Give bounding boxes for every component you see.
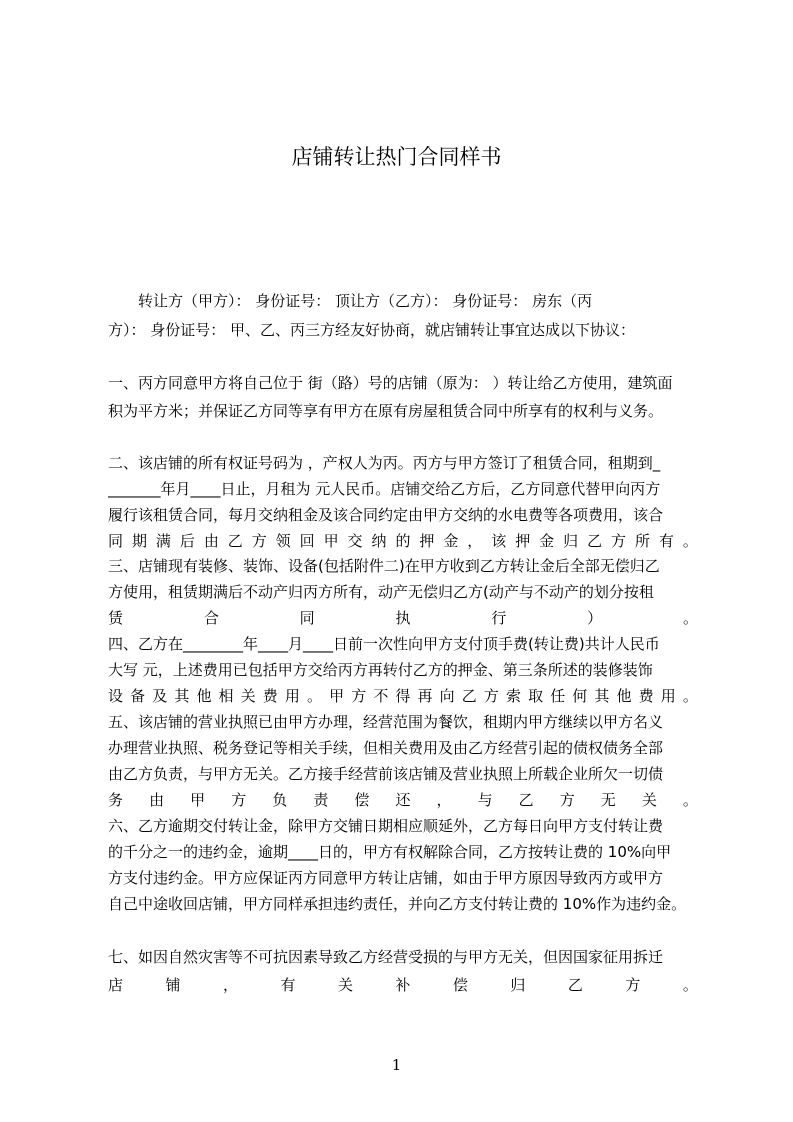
justified-char: 费 bbox=[262, 687, 278, 705]
justified-char: 由 bbox=[149, 791, 165, 809]
justified-char: 与 bbox=[477, 791, 493, 809]
clause-2-line-3: 履行该租赁合同，每月交纳租金及该合同约定由甲方交纳的水电费等各项费用，该合 bbox=[108, 506, 664, 524]
justified-char: 方 bbox=[559, 791, 575, 809]
justified-char: 。 bbox=[682, 532, 698, 550]
justified-char: 店 bbox=[108, 976, 124, 994]
clause-1-line-1: 一、丙方同意甲方将自己位于 街（路）号的店铺（原为： ）转让给乙方使用，建筑面 bbox=[108, 374, 673, 392]
intro-line-2: 方）： 身份证号： 甲、乙、丙三方经友好协商，就店铺转让事宜达成以下协议： bbox=[108, 321, 636, 339]
justified-char: 所 bbox=[634, 532, 650, 550]
justified-char: 补 bbox=[395, 976, 411, 994]
clause-3-line-1: 三、店铺现有装修、装饰、设备(包括附件二)在甲方收到乙方转让金后全部无偿归乙 bbox=[108, 557, 660, 575]
justified-char: 费 bbox=[638, 687, 654, 705]
clause-3-line-2: 方使用，租赁期满后不动产归丙方所有，动产无偿归乙方(动产与不动产的划分按租 bbox=[108, 583, 654, 601]
justified-char: 负 bbox=[272, 791, 288, 809]
clause-1-line-2: 积为平方米；并保证乙方同等享有甲方在原有房屋租赁合同中所享有的权利与义务。 bbox=[108, 402, 664, 420]
justified-char: 金 bbox=[539, 532, 555, 550]
justified-char: 方 bbox=[351, 687, 367, 705]
justified-char: 索 bbox=[505, 687, 521, 705]
clause-6-line-1: 六、乙方逾期交付转让金，除甲方交铺日期相应顺延外，乙方每日向甲方支付转让费 bbox=[108, 817, 664, 835]
justified-char: 关 bbox=[240, 687, 256, 705]
justified-char: 责 bbox=[313, 791, 329, 809]
justified-char: 关 bbox=[641, 791, 657, 809]
justified-char: 不 bbox=[373, 687, 389, 705]
justified-char: 乙 bbox=[587, 532, 603, 550]
justified-char: 金 bbox=[443, 532, 459, 550]
justified-char: 其 bbox=[594, 687, 610, 705]
clause-5-line-3: 由乙方负责，与甲方无关。乙方接手经营前该店铺及营业执照上所载企业所欠一切债 bbox=[108, 765, 664, 783]
justified-char: 纳 bbox=[371, 532, 387, 550]
justified-char: 方 bbox=[231, 791, 247, 809]
justified-char: 。 bbox=[306, 687, 322, 705]
justified-char: 执 bbox=[395, 609, 411, 627]
justified-char: 归 bbox=[563, 532, 579, 550]
justified-char: 的 bbox=[395, 532, 411, 550]
clause-5-line-1: 五、该店铺的营业执照已由甲方办理，经营范围为餐饮，租期内甲方继续以甲方名义 bbox=[108, 713, 664, 731]
clause-4-line-3 bbox=[108, 686, 698, 706]
justified-char: 领 bbox=[275, 532, 291, 550]
clause-6-line-3: 方支付违约金。甲方应保证丙方同意甲方转让店铺，如由于甲方原因导致丙方或甲方 bbox=[108, 869, 664, 887]
justified-char: 其 bbox=[174, 687, 190, 705]
clause-5-line-2: 办理营业执照、税务登记等相关手续，但相关费用及由乙方经营引起的债权债务全部 bbox=[108, 739, 664, 757]
clause-6-line-2: 的千分之一的违约金，逾期____日的，甲方有权解除合同，乙方按转让费的 10%向甲 bbox=[108, 843, 672, 861]
justified-char: 归 bbox=[510, 976, 526, 994]
justified-char: 偿 bbox=[452, 976, 468, 994]
justified-char: 赁 bbox=[108, 609, 124, 627]
justified-char: 何 bbox=[572, 687, 588, 705]
justified-char: 回 bbox=[299, 532, 315, 550]
justified-char: 再 bbox=[417, 687, 433, 705]
justified-char: 他 bbox=[196, 687, 212, 705]
justified-char: 同 bbox=[299, 609, 315, 627]
justified-char: 无 bbox=[600, 791, 616, 809]
justified-char: 。 bbox=[682, 976, 698, 994]
justified-char: ， bbox=[222, 976, 238, 994]
justified-char: 用 bbox=[284, 687, 300, 705]
justified-char: 满 bbox=[155, 532, 171, 550]
justified-char: 同 bbox=[108, 532, 124, 550]
clause-5-line-4 bbox=[108, 790, 698, 810]
justified-char: 押 bbox=[419, 532, 435, 550]
clause-7-line-1: 七、如因自然灾害等不可抗因素导致乙方经营受损的与甲方无关，但因国家征用拆迁 bbox=[108, 948, 664, 966]
justified-char: 取 bbox=[528, 687, 544, 705]
justified-char: 期 bbox=[131, 532, 147, 550]
justified-char: 任 bbox=[550, 687, 566, 705]
justified-char: 由 bbox=[203, 532, 219, 550]
page-number: 1 bbox=[391, 1056, 402, 1074]
justified-char: 行 bbox=[491, 609, 507, 627]
justified-char: 方 bbox=[483, 687, 499, 705]
justified-char: 用 bbox=[660, 687, 676, 705]
justified-char: 备 bbox=[130, 687, 146, 705]
justified-char: 相 bbox=[218, 687, 234, 705]
justified-char: 他 bbox=[616, 687, 632, 705]
justified-char: 后 bbox=[179, 532, 195, 550]
justified-char: 乙 bbox=[518, 791, 534, 809]
justified-char: 甲 bbox=[190, 791, 206, 809]
justified-char: 乙 bbox=[461, 687, 477, 705]
justified-char: 向 bbox=[439, 687, 455, 705]
clause-2-line-2: _______年月____日止，月租为 元人民币。店铺交给乙方后，乙方同意代替甲向丙方 bbox=[108, 480, 661, 498]
justified-char: 设 bbox=[108, 687, 124, 705]
clause-2-line-1: 二、该店铺的所有权证号码为 ，产权人为丙。丙方与甲方签订了租赁合同，租期到_ bbox=[108, 454, 661, 472]
justified-char: 乙 bbox=[567, 976, 583, 994]
justified-char: 偿 bbox=[354, 791, 370, 809]
clause-2-line-4 bbox=[108, 531, 698, 551]
justified-char: 铺 bbox=[165, 976, 181, 994]
document-title: 店铺转让热门合同样书 bbox=[291, 145, 502, 169]
justified-char: 乙 bbox=[227, 532, 243, 550]
clause-3-line-3 bbox=[108, 608, 698, 628]
justified-char: 方 bbox=[625, 976, 641, 994]
justified-char: 关 bbox=[337, 976, 353, 994]
justified-char: 方 bbox=[251, 532, 267, 550]
justified-char: 有 bbox=[280, 976, 296, 994]
justified-char: 交 bbox=[347, 532, 363, 550]
justified-char: 押 bbox=[515, 532, 531, 550]
clause-4-line-2: 大写 元，上述费用已包括甲方交给丙方再转付乙方的押金、第三条所述的装修装饰 bbox=[108, 661, 653, 679]
justified-char: 及 bbox=[152, 687, 168, 705]
justified-char: ） bbox=[587, 609, 603, 627]
justified-char: 。 bbox=[682, 791, 698, 809]
justified-char: 有 bbox=[658, 532, 674, 550]
justified-char: 。 bbox=[682, 609, 698, 627]
clause-4-line-1: 四、乙方在________年____月____日前一次性向甲方支付顶手费(转让费)共计人民币 bbox=[108, 635, 660, 653]
justified-char: 合 bbox=[203, 609, 219, 627]
clause-6-line-4: 自己中途收回店铺，甲方同样承担违约责任，并向乙方支付转让费的 10%作为违约金。 bbox=[108, 895, 687, 913]
justified-char: 务 bbox=[108, 791, 124, 809]
justified-char: 得 bbox=[395, 687, 411, 705]
justified-char: ， bbox=[436, 791, 452, 809]
justified-char: ， bbox=[467, 532, 483, 550]
justified-char: 甲 bbox=[329, 687, 345, 705]
justified-char: 还 bbox=[395, 791, 411, 809]
intro-line-1: 转让方（甲方）： 身份证号： 顶让方（乙方）： 身份证号： 房东（丙 bbox=[108, 292, 593, 310]
justified-char: 方 bbox=[611, 532, 627, 550]
justified-char: 甲 bbox=[323, 532, 339, 550]
clause-7-line-2 bbox=[108, 975, 698, 995]
justified-char: 该 bbox=[491, 532, 507, 550]
justified-char: 。 bbox=[682, 687, 698, 705]
